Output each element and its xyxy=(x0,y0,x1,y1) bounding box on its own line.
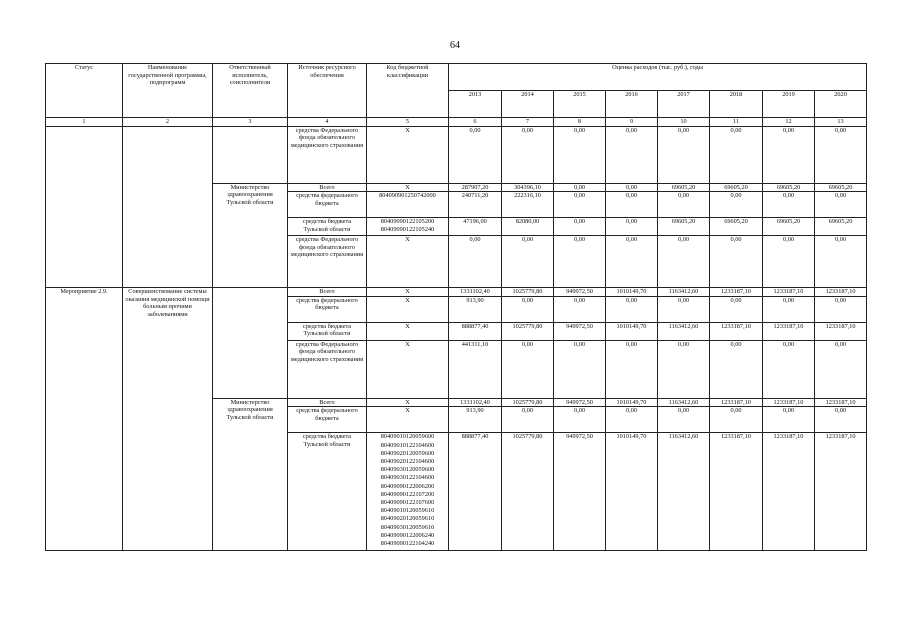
budget-code: 80409020122104600 xyxy=(380,457,435,465)
value-cell: 888877,40 xyxy=(449,433,502,551)
column-number: 10 xyxy=(658,118,710,127)
value-cell: 1010149,70 xyxy=(606,288,658,297)
code-cell: X xyxy=(367,296,449,322)
value-cell: 1025779,80 xyxy=(502,288,554,297)
value-cell: 1233187,10 xyxy=(815,433,867,551)
value-cell: 1233187,10 xyxy=(763,433,815,551)
value-cell: 0,00 xyxy=(606,296,658,322)
value-cell: 0,00 xyxy=(606,218,658,236)
value-cell: 1163412,60 xyxy=(658,433,710,551)
value-cell: 0,00 xyxy=(815,126,867,183)
value-cell: 0,00 xyxy=(763,126,815,183)
value-cell: 0,00 xyxy=(658,126,710,183)
value-cell: 69605,20 xyxy=(710,183,763,192)
source-cell: средства федерального бюджета xyxy=(288,192,367,218)
header-source: Источник ресурсного обеспечения xyxy=(288,64,367,118)
budget-code: 80409090122105200 xyxy=(380,218,435,226)
column-number: 4 xyxy=(288,118,367,127)
code-cell: 804090901250742000 xyxy=(367,192,449,218)
executor-cell: Министерство здравоохранения Тульской области xyxy=(213,183,288,288)
budget-code: 80409090122006200 xyxy=(380,482,435,490)
value-cell: 304396,10 xyxy=(502,183,554,192)
year-header: 2018 xyxy=(710,91,763,118)
budget-code: 80409020120059600 xyxy=(380,449,435,457)
code-cell: X xyxy=(367,322,449,340)
budget-code: 80409090122107200 xyxy=(380,490,435,498)
source-cell: средства Федерального фонда обязательного медицинского страхования xyxy=(288,236,367,288)
value-cell: 1025779,80 xyxy=(502,433,554,551)
budget-code: 80409090122104240 xyxy=(380,540,435,548)
code-cell: X xyxy=(367,407,449,433)
value-cell: 69605,20 xyxy=(815,183,867,192)
value-cell: 0,00 xyxy=(502,296,554,322)
value-cell: 1233187,10 xyxy=(815,322,867,340)
value-cell: 0,00 xyxy=(710,126,763,183)
value-cell: 0,00 xyxy=(815,192,867,218)
value-cell: 0,00 xyxy=(449,126,502,183)
budget-code: 80409010120059600 xyxy=(380,433,435,441)
source-cell: средства Федерального фонда обязательного медицинского страхования xyxy=(288,126,367,183)
value-cell: 913,90 xyxy=(449,296,502,322)
year-header: 2019 xyxy=(763,91,815,118)
value-cell: 0,00 xyxy=(554,192,606,218)
executor-cell: Министерство здравоохранения Тульской области xyxy=(213,398,288,551)
value-cell: 0,00 xyxy=(554,296,606,322)
value-cell: 69605,20 xyxy=(763,218,815,236)
value-cell: 1010149,70 xyxy=(606,398,658,407)
value-cell: 888877,40 xyxy=(449,322,502,340)
value-cell: 949972,50 xyxy=(554,433,606,551)
value-cell: 0,00 xyxy=(815,296,867,322)
column-number: 1 xyxy=(46,118,123,127)
value-cell: 0,00 xyxy=(554,183,606,192)
year-header: 2017 xyxy=(658,91,710,118)
value-cell: 0,00 xyxy=(710,236,763,288)
source-cell: средства бюджета Тульской области xyxy=(288,218,367,236)
column-number: 13 xyxy=(815,118,867,127)
value-cell: 1163412,60 xyxy=(658,322,710,340)
value-cell: 0,00 xyxy=(763,192,815,218)
budget-code: 80409090122107600 xyxy=(380,499,435,506)
source-cell: Всего xyxy=(288,398,367,407)
value-cell: 0,00 xyxy=(710,296,763,322)
event-name: Совершенствование системы оказания медицинской помощи больным прочими заболеваниями xyxy=(123,288,213,551)
source-cell: средства бюджета Тульской области xyxy=(288,322,367,340)
value-cell: 222316,10 xyxy=(502,192,554,218)
value-cell: 1233187,10 xyxy=(710,433,763,551)
value-cell: 0,00 xyxy=(710,407,763,433)
value-cell: 0,00 xyxy=(606,236,658,288)
value-cell: 949972,50 xyxy=(554,398,606,407)
value-cell: 1233187,10 xyxy=(815,288,867,297)
value-cell: 1025779,80 xyxy=(502,398,554,407)
value-cell: 0,00 xyxy=(606,183,658,192)
year-header: 2020 xyxy=(815,91,867,118)
value-cell: 0,00 xyxy=(658,340,710,398)
budget-code: 80409010122104600 xyxy=(380,441,435,449)
value-cell: 0,00 xyxy=(554,126,606,183)
value-cell: 1331102,40 xyxy=(449,288,502,297)
source-cell: Всего xyxy=(288,183,367,192)
value-cell: 1331102,40 xyxy=(449,398,502,407)
value-cell: 1233187,10 xyxy=(815,398,867,407)
value-cell: 1010149,70 xyxy=(606,322,658,340)
value-cell: 0,00 xyxy=(606,126,658,183)
value-cell: 949972,50 xyxy=(554,322,606,340)
value-cell: 0,00 xyxy=(763,296,815,322)
value-cell: 1233187,10 xyxy=(763,288,815,297)
value-cell: 0,00 xyxy=(710,192,763,218)
status-cell xyxy=(46,126,123,288)
code-cell: X xyxy=(367,288,449,297)
value-cell: 1233187,10 xyxy=(710,322,763,340)
column-number: 9 xyxy=(606,118,658,127)
value-cell: 1233187,10 xyxy=(763,322,815,340)
value-cell: 0,00 xyxy=(658,296,710,322)
value-cell: 0,00 xyxy=(763,340,815,398)
value-cell: 0,00 xyxy=(815,340,867,398)
value-cell: 0,00 xyxy=(554,218,606,236)
value-cell: 240711,20 xyxy=(449,192,502,218)
value-cell: 0,00 xyxy=(606,407,658,433)
source-cell: средства федерального бюджета xyxy=(288,296,367,322)
program-cell xyxy=(123,126,213,288)
value-cell: 0,00 xyxy=(606,340,658,398)
value-cell: 47196,00 xyxy=(449,218,502,236)
value-cell: 287907,20 xyxy=(449,183,502,192)
budget-code: 80409010120059610 xyxy=(380,507,435,515)
value-cell: 69605,20 xyxy=(763,183,815,192)
value-cell: 69605,20 xyxy=(710,218,763,236)
budget-code: 80409020120059610 xyxy=(380,515,435,523)
value-cell: 1163412,60 xyxy=(658,288,710,297)
value-cell: 1233187,10 xyxy=(763,398,815,407)
budget-table xyxy=(45,63,867,551)
value-cell: 0,00 xyxy=(658,192,710,218)
header-program: Наименование государственной программы, подпрограмм xyxy=(123,64,213,118)
value-cell: 0,00 xyxy=(606,192,658,218)
column-number: 5 xyxy=(367,118,449,127)
value-cell: 0,00 xyxy=(502,407,554,433)
source-cell: Всего xyxy=(288,288,367,297)
code-cell: X xyxy=(367,183,449,192)
column-number: 2 xyxy=(123,118,213,127)
value-cell: 0,00 xyxy=(502,340,554,398)
code-cell: X xyxy=(367,398,449,407)
value-cell: 1163412,60 xyxy=(658,398,710,407)
code-cell: X xyxy=(367,340,449,398)
value-cell: 0,00 xyxy=(658,236,710,288)
header-status: Статус xyxy=(46,64,123,118)
column-number: 7 xyxy=(502,118,554,127)
header-estimate: Оценка расходов (тыс. руб.), годы xyxy=(449,64,867,91)
value-cell: 82080,00 xyxy=(502,218,554,236)
executor-cell xyxy=(213,288,288,399)
code-cell xyxy=(367,218,449,236)
value-cell: 913,90 xyxy=(449,407,502,433)
code-cell: X xyxy=(367,236,449,288)
year-header: 2013 xyxy=(449,91,502,118)
event-status: Мероприятие 2.9. xyxy=(46,288,123,551)
value-cell: 0,00 xyxy=(815,236,867,288)
value-cell: 441311,10 xyxy=(449,340,502,398)
budget-code: 80409030122104600 xyxy=(380,474,435,482)
budget-code: 80409030120059610 xyxy=(380,523,435,531)
year-header: 2016 xyxy=(606,91,658,118)
value-cell: 1233187,10 xyxy=(710,288,763,297)
value-cell: 0,00 xyxy=(763,236,815,288)
column-number: 6 xyxy=(449,118,502,127)
budget-code: 80409030120059600 xyxy=(380,466,435,474)
value-cell: 69605,20 xyxy=(815,218,867,236)
value-cell: 0,00 xyxy=(763,407,815,433)
budget-code: 80409090122105240 xyxy=(380,225,435,233)
value-cell: 0,00 xyxy=(554,236,606,288)
value-cell: 0,00 xyxy=(449,236,502,288)
column-number: 3 xyxy=(213,118,288,127)
source-cell: средства бюджета Тульской области xyxy=(288,433,367,551)
value-cell: 0,00 xyxy=(815,407,867,433)
value-cell: 1010149,70 xyxy=(606,433,658,551)
value-cell: 0,00 xyxy=(554,407,606,433)
value-cell: 0,00 xyxy=(710,340,763,398)
page-number: 64 xyxy=(450,40,460,51)
header-code: Код бюджетной классификации xyxy=(367,64,449,118)
value-cell: 69605,20 xyxy=(658,183,710,192)
header-executor: Ответственный исполнитель, соисполнители xyxy=(213,64,288,118)
value-cell: 0,00 xyxy=(502,126,554,183)
code-list xyxy=(367,433,449,551)
code-cell: X xyxy=(367,126,449,183)
year-header: 2015 xyxy=(554,91,606,118)
value-cell: 949972,50 xyxy=(554,288,606,297)
value-cell: 0,00 xyxy=(658,407,710,433)
executor-cell xyxy=(213,126,288,183)
value-cell: 1233187,10 xyxy=(710,398,763,407)
budget-code: 80409090122006240 xyxy=(380,531,435,539)
value-cell: 1025779,80 xyxy=(502,322,554,340)
year-header: 2014 xyxy=(502,91,554,118)
source-cell: средства федерального бюджета xyxy=(288,407,367,433)
value-cell: 0,00 xyxy=(502,236,554,288)
column-number: 12 xyxy=(763,118,815,127)
column-number: 11 xyxy=(710,118,763,127)
column-number: 8 xyxy=(554,118,606,127)
value-cell: 69605,20 xyxy=(658,218,710,236)
source-cell: средства Федерального фонда обязательного медицинского страхования xyxy=(288,340,367,398)
value-cell: 0,00 xyxy=(554,340,606,398)
